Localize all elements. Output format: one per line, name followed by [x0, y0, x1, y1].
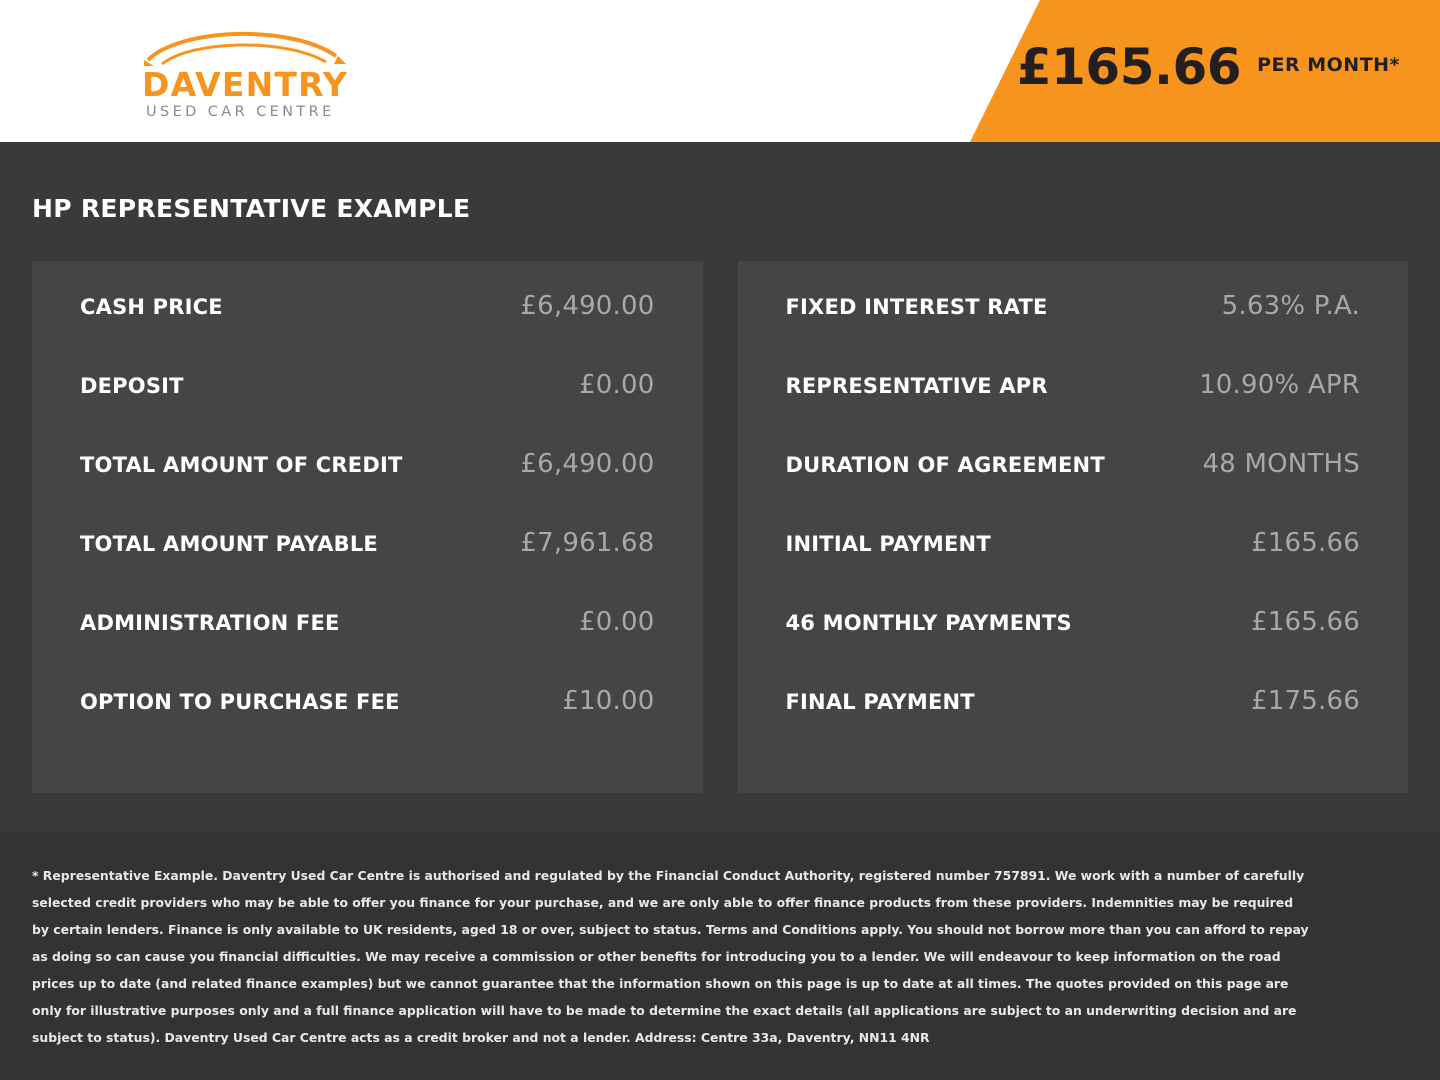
table-row: [786, 370, 1361, 449]
row-value: £175.66: [1251, 686, 1360, 716]
row-value: £165.66: [1251, 528, 1360, 558]
page-header: [0, 0, 1440, 142]
row-label: FINAL PAYMENT: [785, 690, 975, 714]
row-value: £0.00: [579, 607, 655, 637]
table-row: [80, 449, 655, 528]
svg-text:DAVENTRY: DAVENTRY: [142, 65, 349, 104]
row-value: 10.90% APR: [1199, 370, 1360, 400]
row-label: 46 MONTHLY PAYMENTS: [785, 611, 1072, 635]
row-label: TOTAL AMOUNT PAYABLE: [80, 532, 378, 556]
page-title: HP REPRESENTATIVE EXAMPLE: [32, 194, 471, 223]
table-row: [80, 607, 655, 686]
row-value: £6,490.00: [520, 291, 655, 321]
finance-panel-left: [32, 261, 703, 793]
row-label: CASH PRICE: [80, 295, 223, 319]
page-footer: [0, 832, 1440, 1080]
row-value: £10.00: [562, 686, 655, 716]
row-label: ADMINISTRATION FEE: [80, 611, 340, 635]
finance-panels: [32, 261, 1408, 793]
row-value: £0.00: [579, 370, 655, 400]
monthly-price-period: PER MONTH*: [1257, 54, 1400, 76]
car-roof-icon: [144, 34, 346, 66]
table-row: [80, 528, 655, 607]
row-value: £7,961.68: [520, 528, 655, 558]
daventry-logo[interactable]: [140, 26, 350, 121]
table-row: [786, 528, 1361, 607]
finance-panel-right: [738, 261, 1409, 793]
table-row: [80, 370, 655, 449]
finance-example-section: [0, 142, 1440, 832]
table-row: [786, 607, 1361, 686]
disclaimer-text: * Representative Example. Daventry Used Car Centre is authorised and regulated by the Financial Conduct Authority, registered number 757891. We work with a number of carefully selected credit providers who may be able to offer you finance for your purchase, and we are only able to offer finance products from these providers. Indemnities may be required by certain lenders. Finance is only available to UK residents, aged 18 or over, subject to status. Terms and Conditions apply. You should not borrow more than you can afford to repay as doing so can cause you financial difficulties. We may receive a commission or other benefits for introducing you to a lender. We will endeavour to keep information on the road prices up to date (and related finance examples) but we cannot guarantee that the information shown on this page is up to date at all times. The quotes provided on this page are only for illustrative purposes only and a full finance application will have to be made to determine the exact details (all applications are subject to an underwriting decision and are subject to status). Daventry Used Car Centre acts as a credit broker and not a lender. Address: Centre 33a, Daventry, NN11 4NR: [32, 868, 1309, 1046]
row-label: REPRESENTATIVE APR: [785, 374, 1048, 398]
row-label: INITIAL PAYMENT: [785, 532, 991, 556]
row-label: FIXED INTEREST RATE: [785, 295, 1048, 319]
table-row: [786, 449, 1361, 528]
row-label: DURATION OF AGREEMENT: [785, 453, 1105, 477]
row-label: OPTION TO PURCHASE FEE: [80, 690, 400, 714]
monthly-price-block: [1017, 0, 1400, 142]
svg-text:USED CAR CENTRE: USED CAR CENTRE: [146, 104, 335, 120]
row-label: DEPOSIT: [80, 374, 184, 398]
row-value: 48 MONTHS: [1202, 449, 1360, 479]
table-row: [786, 291, 1361, 370]
table-row: [80, 686, 655, 765]
monthly-price-amount: £165.66: [1016, 38, 1242, 96]
row-value: £165.66: [1251, 607, 1360, 637]
row-value: £6,490.00: [520, 449, 655, 479]
table-row: [80, 291, 655, 370]
table-row: [786, 686, 1361, 765]
row-value: 5.63% P.A.: [1221, 291, 1360, 321]
row-label: TOTAL AMOUNT OF CREDIT: [80, 453, 403, 477]
